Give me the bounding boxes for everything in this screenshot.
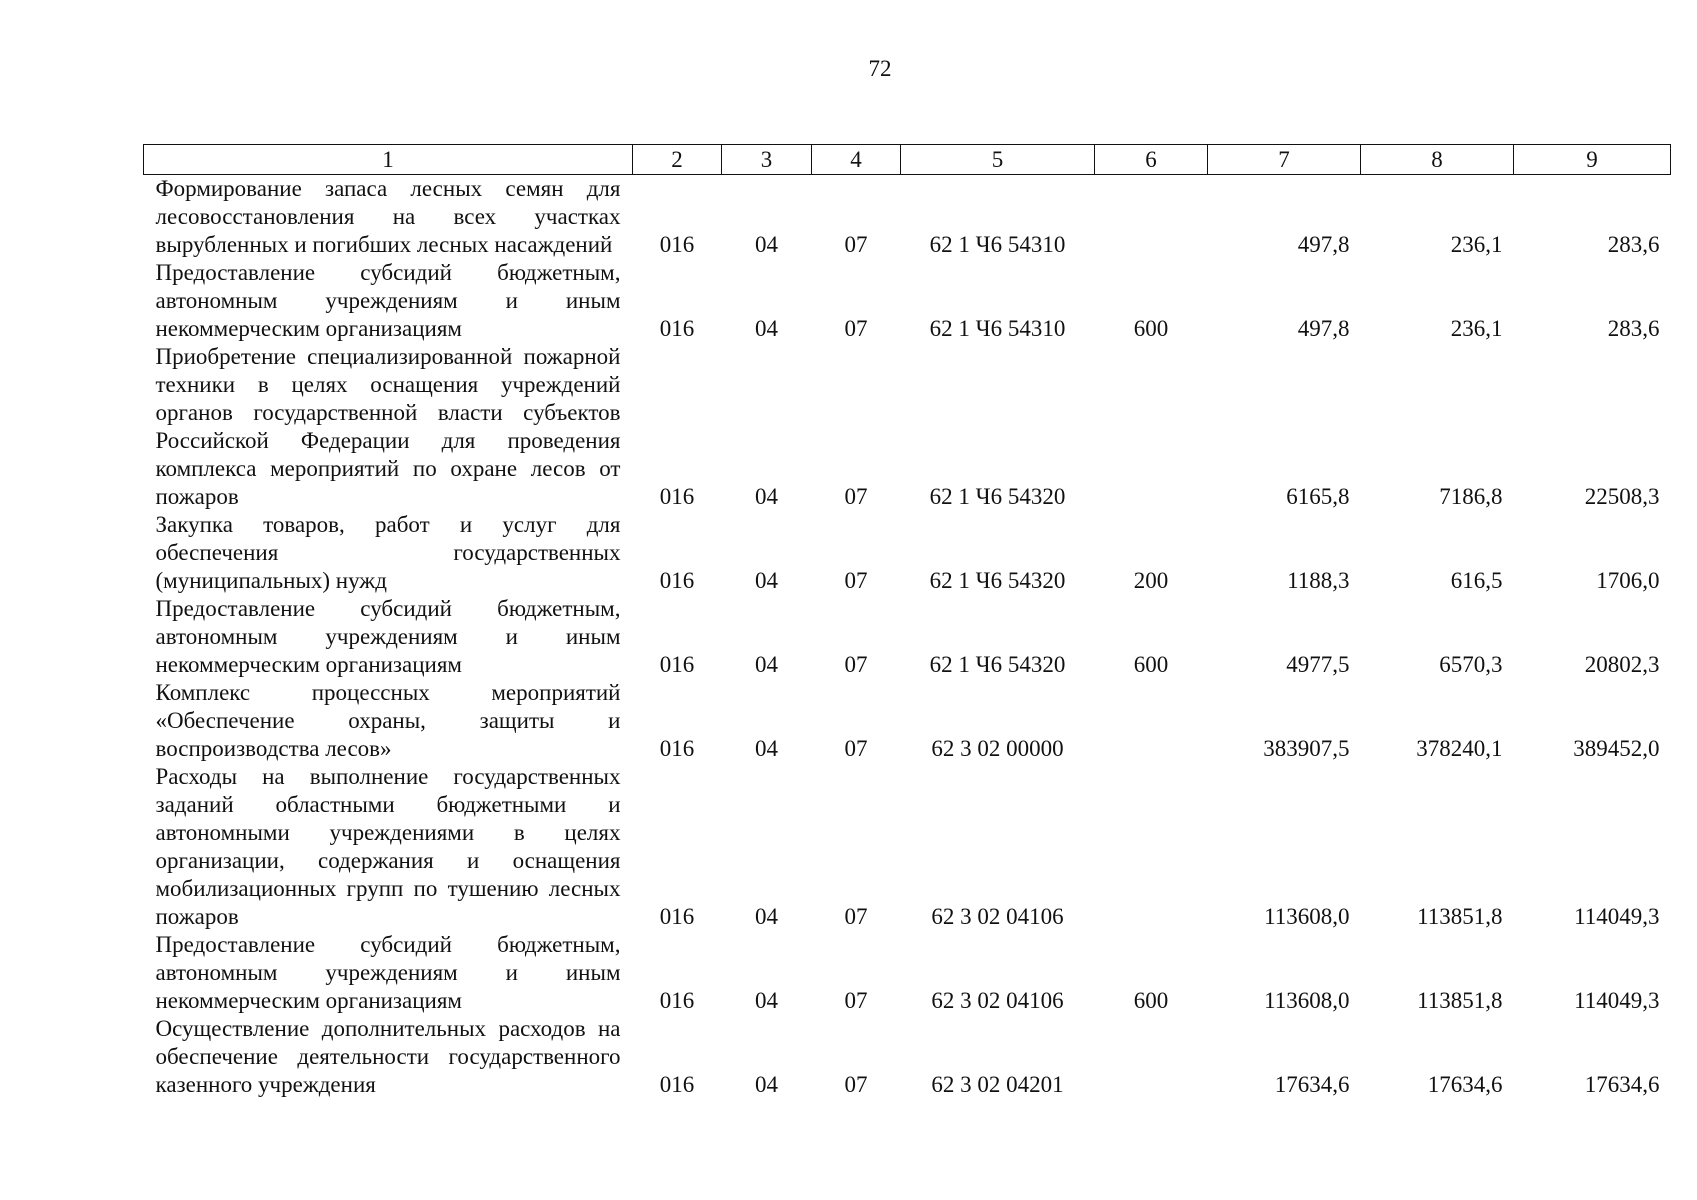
subsection-code-cell: 07 <box>844 1072 868 1097</box>
subsection-code-cell: 07 <box>844 568 868 593</box>
amount-col7-cell: 113608,0 <box>1264 988 1350 1013</box>
table-header-row <box>144 145 1671 175</box>
page-number: 72 <box>868 56 892 81</box>
table-row <box>144 679 1671 763</box>
subsection-code-cell: 07 <box>844 652 868 677</box>
amount-col9-cell: 114049,3 <box>1574 988 1660 1013</box>
target-article-cell: 62 1 Ч6 54320 <box>929 484 1066 509</box>
expense-type-cell <box>1095 679 1208 763</box>
amount-col9-cell: 283,6 <box>1607 316 1660 341</box>
amount-col9-cell: 17634,6 <box>1584 1072 1660 1097</box>
amount-col7-cell: 383907,5 <box>1263 736 1350 761</box>
table-row <box>144 175 1671 260</box>
ministry-code-cell: 016 <box>659 316 695 341</box>
section-code-cell: 04 <box>755 316 778 341</box>
section-code-cell: 04 <box>755 904 778 929</box>
expense-type-cell: 600 <box>1133 316 1169 341</box>
table-row <box>144 343 1671 511</box>
amount-col9-cell: 389452,0 <box>1573 736 1660 761</box>
section-code-cell: 04 <box>755 988 778 1013</box>
section-code-cell: 04 <box>755 484 778 509</box>
amount-col8-cell: 17634,6 <box>1427 1072 1503 1097</box>
ministry-code-cell: 016 <box>659 1072 695 1097</box>
expense-name-cell: Закупка товаров, работ и услуг для обеспечения государственных (муниципальных) нужд <box>155 512 621 593</box>
table-row <box>144 931 1671 1015</box>
expense-name-cell: Формирование запаса лесных семян для лесовосстановления на всех участках вырубленных и погибших лесных насаждений <box>155 176 621 257</box>
amount-col8-cell: 6570,3 <box>1439 652 1503 677</box>
expense-name-cell: Предоставление субсидий бюджетным, автономным учреждениям и иным некоммерческим организациям <box>155 260 621 341</box>
column-header: 4 <box>812 145 901 175</box>
table-row <box>144 259 1671 343</box>
section-code-cell: 04 <box>755 652 778 677</box>
table-row <box>144 1015 1671 1099</box>
subsection-code-cell: 07 <box>844 232 868 257</box>
target-article-cell: 62 1 Ч6 54310 <box>929 316 1066 341</box>
subsection-code-cell: 07 <box>844 484 868 509</box>
table-row <box>144 595 1671 679</box>
expense-type-cell: 600 <box>1133 988 1169 1013</box>
amount-col8-cell: 113851,8 <box>1417 988 1503 1013</box>
amount-col9-cell: 22508,3 <box>1584 484 1660 509</box>
amount-col9-cell: 1706,0 <box>1596 568 1660 593</box>
ministry-code-cell: 016 <box>659 736 695 761</box>
target-article-cell: 62 1 Ч6 54320 <box>929 568 1066 593</box>
amount-col7-cell: 113608,0 <box>1264 904 1350 929</box>
budget-table <box>143 144 1671 1099</box>
amount-col8-cell: 236,1 <box>1450 232 1503 257</box>
target-article-cell: 62 3 02 04201 <box>931 1072 1064 1097</box>
ministry-code-cell: 016 <box>659 988 695 1013</box>
ministry-code-cell: 016 <box>659 652 695 677</box>
expense-type-cell <box>1095 175 1208 260</box>
ministry-code-cell: 016 <box>659 568 695 593</box>
ministry-code-cell: 016 <box>659 484 695 509</box>
column-header: 5 <box>901 145 1095 175</box>
amount-col8-cell: 616,5 <box>1450 568 1503 593</box>
column-header: 2 <box>633 145 722 175</box>
table-row <box>144 511 1671 595</box>
amount-col7-cell: 17634,6 <box>1274 1072 1350 1097</box>
expense-type-cell: 200 <box>1133 568 1169 593</box>
column-header: 8 <box>1361 145 1514 175</box>
section-code-cell: 04 <box>755 736 778 761</box>
section-code-cell: 04 <box>755 232 778 257</box>
expense-type-cell <box>1095 1015 1208 1099</box>
expense-name-cell: Расходы на выполнение государственных заданий областными бюджетными и автономными учреждениями в целях организации, содержания и оснащения мобилизационных групп по тушению лесных пожаров <box>155 764 621 929</box>
expense-name-cell: Предоставление субсидий бюджетным, автономным учреждениям и иным некоммерческим организациям <box>155 932 621 1013</box>
amount-col8-cell: 378240,1 <box>1416 736 1503 761</box>
column-header: 1 <box>144 145 633 175</box>
subsection-code-cell: 07 <box>844 736 868 761</box>
ministry-code-cell: 016 <box>659 232 695 257</box>
amount-col7-cell: 497,8 <box>1297 232 1350 257</box>
subsection-code-cell: 07 <box>844 316 868 341</box>
amount-col9-cell: 283,6 <box>1607 232 1660 257</box>
amount-col7-cell: 4977,5 <box>1286 652 1350 677</box>
expense-name-cell: Осуществление дополнительных расходов на обеспечение деятельности государственного казенного учреждения <box>155 1016 621 1097</box>
ministry-code-cell: 016 <box>659 904 695 929</box>
amount-col7-cell: 1188,3 <box>1287 568 1350 593</box>
section-code-cell: 04 <box>755 1072 778 1097</box>
amount-col9-cell: 20802,3 <box>1584 652 1660 677</box>
expense-type-cell: 600 <box>1133 652 1169 677</box>
table-row <box>144 763 1671 931</box>
column-header: 9 <box>1514 145 1671 175</box>
subsection-code-cell: 07 <box>844 904 868 929</box>
amount-col8-cell: 113851,8 <box>1417 904 1503 929</box>
expense-name-cell: Приобретение специализированной пожарной техники в целях оснащения учреждений органов государственной власти субъектов Российской Федерации для проведения комплекса мероприятий по охране лесов от пожаров <box>155 344 621 509</box>
target-article-cell: 62 1 Ч6 54320 <box>929 652 1066 677</box>
column-header: 7 <box>1208 145 1361 175</box>
column-header: 3 <box>722 145 812 175</box>
expense-name-cell: Комплекс процессных мероприятий «Обеспечение охраны, защиты и воспроизводства лесов» <box>155 680 621 761</box>
subsection-code-cell: 07 <box>844 988 868 1013</box>
amount-col7-cell: 497,8 <box>1297 316 1350 341</box>
expense-name-cell: Предоставление субсидий бюджетным, автономным учреждениям и иным некоммерческим организациям <box>155 596 621 677</box>
target-article-cell: 62 3 02 04106 <box>931 904 1064 929</box>
amount-col9-cell: 114049,3 <box>1574 904 1660 929</box>
expense-type-cell <box>1095 763 1208 931</box>
amount-col7-cell: 6165,8 <box>1286 484 1350 509</box>
section-code-cell: 04 <box>755 568 778 593</box>
amount-col8-cell: 7186,8 <box>1439 484 1503 509</box>
target-article-cell: 62 1 Ч6 54310 <box>929 232 1066 257</box>
amount-col8-cell: 236,1 <box>1450 316 1503 341</box>
expense-type-cell <box>1095 343 1208 511</box>
target-article-cell: 62 3 02 04106 <box>931 988 1064 1013</box>
target-article-cell: 62 3 02 00000 <box>931 736 1064 761</box>
column-header: 6 <box>1095 145 1208 175</box>
